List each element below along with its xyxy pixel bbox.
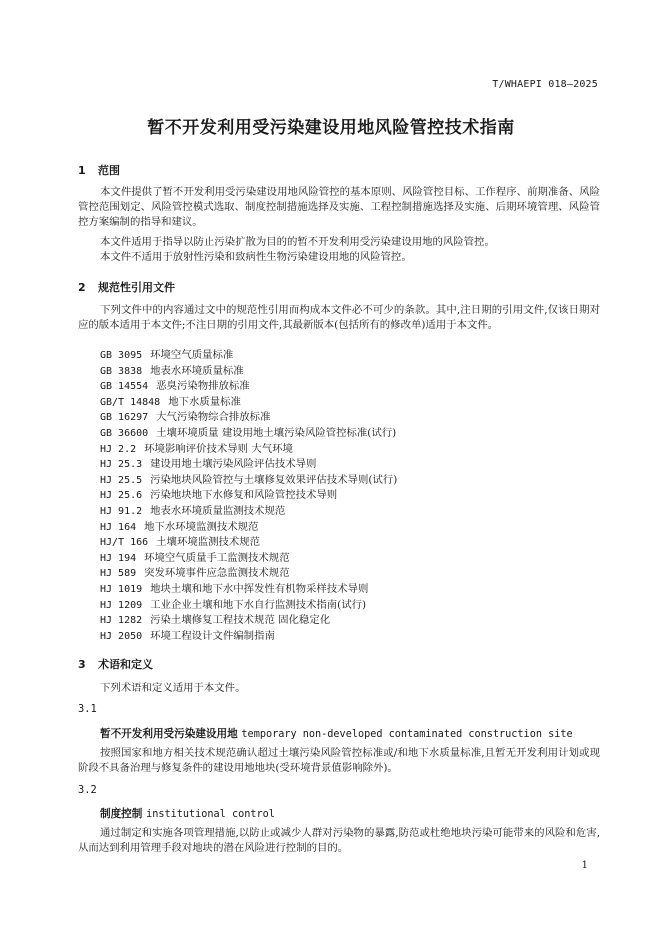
reference-code: HJ 25.5 xyxy=(100,474,143,486)
reference-item xyxy=(100,520,397,536)
reference-item xyxy=(100,598,397,614)
reference-title: 地下水环境监测技术规范 xyxy=(144,520,259,533)
reference-code: HJ 2050 xyxy=(100,630,143,642)
reference-item xyxy=(100,488,397,504)
section-heading-terms xyxy=(78,656,153,672)
reference-title: 大气污染物综合排放标准 xyxy=(156,411,271,424)
section-heading-normative-refs xyxy=(78,279,175,295)
reference-code: HJ 25.6 xyxy=(100,490,143,502)
reference-title: 地表水环境质量监测技术规范 xyxy=(150,504,286,517)
scope-paragraph-3: 本文件不适用于放射性污染和致病性生物污染建设用地的风险管控。 xyxy=(100,251,412,263)
reference-title: 环境空气质量手工监测技术规范 xyxy=(144,551,290,564)
term-definition: 通过制定和实施各项管理措施,以防止或减少人群对污染物的暴露,防范或杜绝地块污染可能带来的风险和危害,从而达到利用管理手段对地块的潜在风险进行控制的目的。 xyxy=(78,827,600,854)
term-number: 3.2 xyxy=(78,784,97,796)
section-number: 2 xyxy=(78,281,86,294)
terms-intro: 下列术语和定义适用于本文件。 xyxy=(100,682,246,694)
normative-reference-list xyxy=(100,348,397,644)
scope-paragraph-1: 本文件提供了暂不开发利用受污染建设用地风险管控的基本原则、风险管控目标、工作程序、前期准备、风险管控范围划定、风险管控模式选取、制度控制措施选择及实施、工程控制措施选择及实施、后期环境管理、风险管控方案编制的指导和建议。 xyxy=(78,186,600,228)
reference-item xyxy=(100,410,397,426)
section-number: 1 xyxy=(78,164,86,177)
document-code: T/WHAEPI 018—2025 xyxy=(492,79,598,90)
reference-item xyxy=(100,348,397,364)
document-title: 暂不开发利用受污染建设用地风险管控技术指南 xyxy=(147,118,515,138)
reference-item xyxy=(100,426,397,442)
reference-item xyxy=(100,457,397,473)
reference-code: GB 14554 xyxy=(100,381,149,393)
reference-title: 环境工程设计文件编制指南 xyxy=(150,629,275,642)
reference-title: 污染地块地下水修复和风险管控技术导则 xyxy=(150,489,338,502)
term-definition: 按照国家和地方相关技术规范确认超过土壤污染风险管控标准或/和地下水质量标准,且暂无开发利用计划或现阶段不具备治理与修复条件的建设用地地块(受环境背景值影响除外)。 xyxy=(78,747,600,774)
reference-code: HJ/T 166 xyxy=(100,537,149,549)
reference-item xyxy=(100,504,397,520)
term-english: temporary non-developed contaminated construction site xyxy=(241,729,573,740)
reference-title: 恶臭污染物排放标准 xyxy=(156,380,250,393)
reference-code: GB 16297 xyxy=(100,412,149,424)
term-english: institutional control xyxy=(146,809,275,820)
reference-item xyxy=(100,473,397,489)
reference-title: 污染地块风险管控与土壤修复效果评估技术导则(试行) xyxy=(150,473,398,486)
section-number: 3 xyxy=(78,658,86,671)
reference-title: 地块土壤和地下水中挥发性有机物采样技术导则 xyxy=(150,582,369,595)
reference-code: HJ 194 xyxy=(100,552,137,564)
term-number: 3.1 xyxy=(78,703,97,715)
reference-code: HJ 1282 xyxy=(100,615,143,627)
reference-code: HJ 164 xyxy=(100,521,137,533)
scope-paragraph-2: 本文件适用于指导以防止污染扩散为目的的暂不开发利用受污染建设用地的风险管控。 xyxy=(100,236,495,248)
section-title: 规范性引用文件 xyxy=(98,281,175,294)
reference-item xyxy=(100,566,397,582)
term-chinese: 制度控制 xyxy=(100,808,143,820)
reference-item xyxy=(100,613,397,629)
reference-title: 地下水质量标准 xyxy=(168,395,241,408)
term-chinese: 暂不开发利用受污染建设用地 xyxy=(100,728,238,740)
reference-code: GB 36600 xyxy=(100,427,149,439)
reference-title: 环境空气质量标准 xyxy=(150,349,234,361)
reference-title: 土壤环境监测技术规范 xyxy=(156,536,261,549)
section-title: 术语和定义 xyxy=(98,658,153,671)
term-heading xyxy=(100,726,573,741)
reference-code: HJ 1019 xyxy=(100,583,143,595)
reference-code: GB 3095 xyxy=(100,350,143,361)
reference-item xyxy=(100,629,397,645)
page-number: 1 xyxy=(581,860,588,871)
reference-title: 工业企业土壤和地下水自行监测技术指南(试行) xyxy=(150,598,367,611)
reference-title: 环境影响评价技术导则 大气环境 xyxy=(144,442,293,455)
reference-code: HJ 2.2 xyxy=(100,443,137,455)
reference-title: 污染土壤修复工程技术规范 固化稳定化 xyxy=(150,614,331,627)
section-heading-scope xyxy=(78,162,120,178)
reference-item xyxy=(100,551,397,567)
reference-code: HJ 91.2 xyxy=(100,505,143,517)
reference-title: 土壤环境质量 建设用地土壤污染风险管控标准(试行) xyxy=(156,426,397,439)
term-heading xyxy=(100,806,275,821)
reference-item xyxy=(100,582,397,598)
normative-refs-intro: 下列文件中的内容通过文中的规范性引用而构成本文件必不可少的条款。其中,注日期的引用文件,仅该日期对应的版本适用于本文件;不注日期的引用文件,其最新版本(包括所有的修改单)适用于本文件。 xyxy=(78,304,600,331)
reference-code: HJ 589 xyxy=(100,568,137,580)
reference-item xyxy=(100,364,397,380)
reference-item xyxy=(100,442,397,458)
reference-title: 建设用地土壤污染风险评估技术导则 xyxy=(150,458,317,471)
reference-title: 地表水环境质量标准 xyxy=(150,364,244,377)
reference-item xyxy=(100,379,397,395)
reference-title: 突发环境事件应急监测技术规范 xyxy=(144,567,290,580)
reference-code: GB 3838 xyxy=(100,365,143,377)
section-title: 范围 xyxy=(98,164,120,177)
reference-item xyxy=(100,535,397,551)
reference-code: GB/T 14848 xyxy=(100,396,161,408)
reference-code: HJ 1209 xyxy=(100,599,143,611)
reference-code: HJ 25.3 xyxy=(100,459,143,471)
reference-item xyxy=(100,395,397,411)
